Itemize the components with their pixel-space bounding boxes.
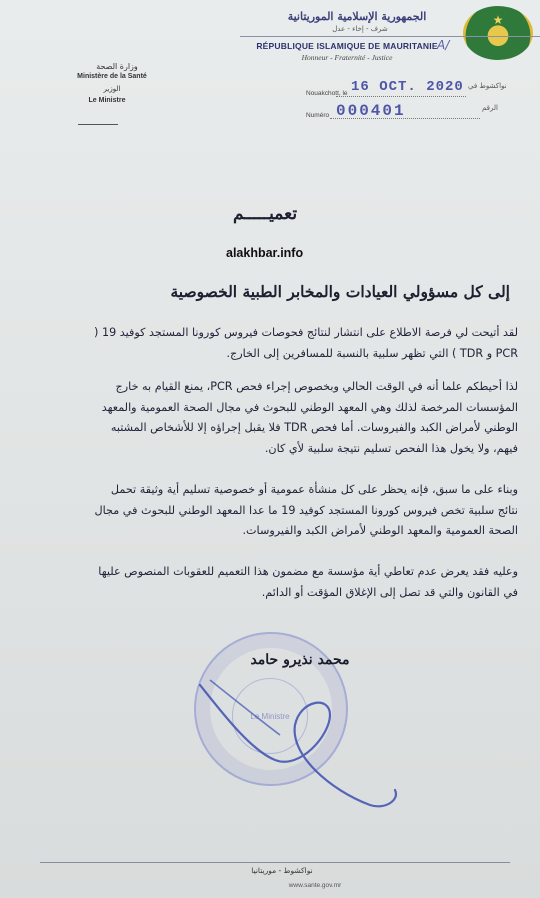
header-arabic-title: الجمهورية الإسلامية الموريتانية [287, 10, 427, 23]
handwritten-mark: A/ [437, 38, 450, 52]
number-label-fr: Numéro [306, 112, 330, 119]
footer-website: www.sante.gov.mr [288, 882, 342, 889]
paragraph-3: وبناء على ما سبق، فإنه يحظر على كل منشأة عمومية أو خصوصية تسليم أية وثيقة تحمل نتائج سلبية تخص فيروس كورونا المستجد كوفيد 19 ما عدا المعهد الوطني للبحوث في مجال الصحة العمومية والمعهد الوطني لأمراض الكبد والفيروسات. [94, 483, 518, 537]
paragraph-1: لقد أتيحت لي فرصة الاطلاع على انتشار لنتائج فحوصات فيروس كورونا المستجد كوفيد 19 ( PCR و TDR ) التي تظهر سلبية بالنسبة للمسافرين إلى الخارج. [94, 326, 518, 360]
footer-address: نواكشوط - موريتانيا [251, 866, 313, 875]
date-label-fr: Nouakchott, le [306, 90, 348, 97]
ministry-divider [78, 124, 118, 125]
number-dotted-line [330, 118, 480, 119]
paragraph-2: لذا أحيطكم علما أنه في الوقت الحالي وبخصوص إجراء فحص PCR، يمنع القيام به خارج المؤسسات المرخصة لذلك وهي المعهد الوطني للبحوث في مجال الصحة العمومية والمعهد الوطني لأمراض الكبد والفيروسات. أما فحص TDR فلا يقبل إجراؤه إلا للأشخاص المشتبه فيهم، ولا يخول هذا الفحص تسليم نتيجة سلبية لأي كان. [101, 380, 518, 455]
footer-divider [40, 862, 510, 863]
handwritten-signature [180, 640, 420, 830]
ministry-arabic: وزارة الصحة [96, 62, 138, 71]
signer-name: محمد نذيرو حامد [250, 652, 350, 668]
date-stamp: 16 OCT. 2020 [351, 79, 464, 95]
date-dotted-line [336, 96, 466, 97]
header-french-motto: Honneur - Fraternité - Justice [301, 53, 393, 62]
date-label-ar: نواكشوط في [468, 82, 507, 90]
header-french-title: RÉPUBLIQUE ISLAMIQUE DE MAURITANIE [256, 41, 438, 51]
stamp-text: Le Ministre [250, 712, 290, 721]
addressee-heading: إلى كل مسؤولي العيادات والمخابر الطبية الخصوصية [170, 282, 510, 301]
star-icon: ★ [492, 13, 504, 27]
minister-title-arabic: الوزير [103, 85, 121, 93]
watermark: alakhbar.info [226, 246, 304, 260]
paragraph-4: وعليه فقد يعرض عدم تعاطي أية مؤسسة مع مضمون هذا التعميم للعقوبات المنصوص عليها في القانون والتي قد تصل إلى الإغلاق المؤقت أو الدائم. [98, 565, 518, 599]
ministry-french: Ministère de la Santé [77, 73, 147, 80]
document-subject: تعميـــــم [232, 204, 298, 224]
minister-title-french: Le Ministre [88, 97, 126, 104]
header-divider [240, 36, 540, 37]
number-label-ar: الرقم [482, 104, 498, 112]
header-arabic-motto: شرف - إخاء - عدل [332, 25, 388, 33]
number-stamp: 000401 [336, 102, 406, 120]
